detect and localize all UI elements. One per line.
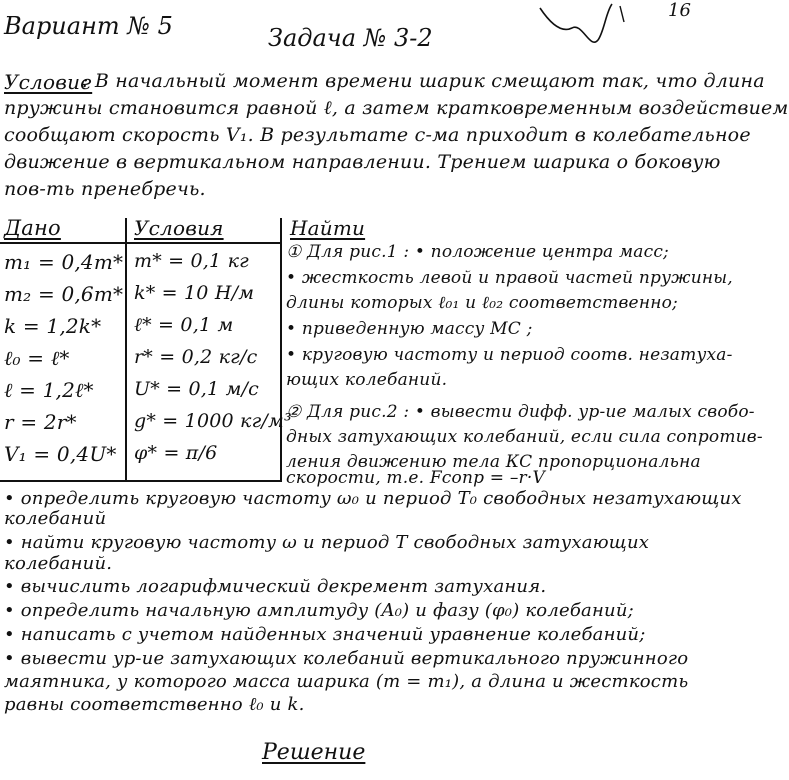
task-line: колебаний (4, 508, 107, 529)
given-item: V₁ = 0,4U* (4, 442, 117, 466)
find-line: ① Для рис.1 : • положение центра масс; (286, 242, 669, 262)
task-line: • вывести ур-ие затухающих колебаний вертикального пружинного (4, 648, 689, 669)
task-line: • определить круговую частоту ω₀ и период T₀ свободных незатухающих (4, 488, 742, 509)
variant-title: Вариант № 5 (4, 12, 173, 40)
find-line: • жесткость левой и правой частей пружины, (286, 268, 733, 288)
conditions-item: m* = 0,1 кг (134, 250, 249, 272)
conditions-item: r* = 0,2 кг/с (134, 346, 258, 368)
given-item: ℓ = 1,2ℓ* (4, 378, 94, 402)
condition-label: Условие (4, 70, 93, 94)
task-line: • определить начальную амплитуду (A₀) и фазу (φ₀) колебаний; (4, 600, 634, 621)
given-item: m₁ = 0,4m* (4, 250, 124, 274)
corner-mark: 16 (668, 0, 691, 21)
given-label: Дано (4, 216, 61, 240)
condition-line-2: пружины становится равной ℓ, а затем кратковременным воздействием (4, 97, 789, 119)
given-item: r = 2r* (4, 410, 77, 434)
solution-label: Решение (262, 740, 366, 765)
find-line: ② Для рис.2 : • вывести дифф. ур-ие малых свобо- (286, 402, 755, 422)
conditions-item: ℓ* = 0,1 м (134, 314, 234, 336)
task-line: равны соответственно ℓ₀ и k. (4, 694, 305, 715)
conditions-item: U* = 0,1 м/с (134, 378, 259, 400)
condition-line-4: движение в вертикальном направлении. Трением шарика о боковую (4, 151, 721, 173)
conditions-label: Условия (134, 216, 224, 240)
find-label: Найти (290, 216, 366, 240)
given-item: k = 1,2k* (4, 314, 102, 338)
given-item: m₂ = 0,6m* (4, 282, 124, 306)
given-right-rule (280, 218, 282, 480)
condition-line-1: : В начальный момент времени шарик смещают так, что длина (82, 70, 765, 92)
conditions-item: g* = 1000 кг/м³ (134, 410, 292, 432)
find-line: ющих колебаний. (286, 370, 448, 390)
task-title: Задача № 3-2 (268, 24, 433, 52)
find-line: дных затухающих колебаний, если сила сопротив- (286, 427, 763, 447)
condition-line-3: сообщают скорость V₁. В результате с-ма приходит в колебательное (4, 124, 751, 146)
find-line: • круговую частоту и период соотв. незатуха- (286, 345, 733, 365)
task-line: • найти круговую частоту ω и период T свободных затухающих (4, 532, 650, 553)
find-line: скорости, т.е. Fсопр = –r·V (286, 468, 545, 488)
given-item: ℓ₀ = ℓ* (4, 346, 70, 370)
task-line: колебаний. (4, 553, 113, 574)
given-divider (125, 218, 127, 480)
task-line: • вычислить логарифмический декремент затухания. (4, 576, 547, 597)
given-bottom-rule (0, 480, 282, 482)
task-line: маятника, у которого масса шарика (m = m₁), а длина и жесткость (4, 671, 689, 692)
condition-line-5: пов-ть пренебречь. (4, 178, 206, 200)
find-line: • приведенную массу МС ; (286, 319, 533, 339)
conditions-item: φ* = π/6 (134, 442, 218, 464)
conditions-item: k* = 10 Н/м (134, 282, 255, 304)
find-line: ления движению тела КС пропорциональна (286, 452, 701, 472)
task-line: • написать с учетом найденных значений уравнение колебаний; (4, 624, 646, 645)
find-line: длины которых ℓ₀₁ и ℓ₀₂ соответственно; (286, 293, 678, 313)
given-top-rule (0, 242, 282, 244)
